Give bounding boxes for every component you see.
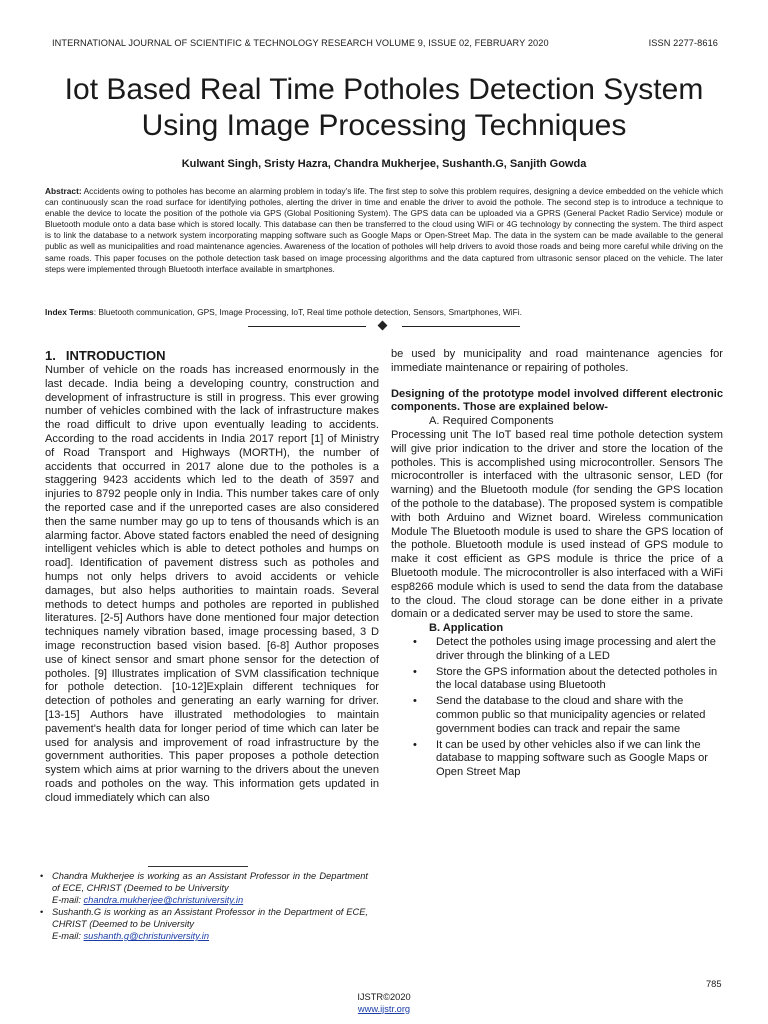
bullet-icon: • (40, 871, 44, 881)
application-list (391, 636, 723, 780)
bullet-icon: • (40, 907, 44, 917)
introduction-continuation: be used by municipality and road maintenance agencies for immediate maintenance or repairing of potholes. (391, 348, 723, 374)
left-column (45, 348, 379, 806)
footnote-item: • Chandra Mukherjee is working as an Assistant Professor in the Department of ECE, CHRIST (Deemed to be University E-mail: chandra.mukherjee@christuniversity.in (40, 871, 368, 905)
paper-title-line-1: Iot Based Real Time Potholes Detection System (64, 73, 704, 106)
introduction-text: Number of vehicle on the roads has increased enormously in the last decade. India being a developing country, construction and development of infrastructure is still in progress. This ever growing number of vehicles combined with the lack of infrastructure makes the road difficult to drive upon eventually leading to accidents. According to the road accidents in India 2017 report [1] of Ministry of Road Transport and Highways (MORTH), the number of accidents that occurred in 2017 alone due to the potholes is a staggering 9423 accidents which led to the death of 3597 and injuries to 8792 people only in India. This number takes care of only the reported case and if the unreported cases are also considered then the same number may go up to tens of thousands which is an alarming factor. Above stated factors enabled the need of designing intelligent vehicles which is able to detect potholes and humps on road]. Identification of pavement distress such as potholes and humps not only helps drivers to avoid accidents or vehicle damages, but also helps authorities to maintain roads. Several methods to detect humps and potholes are reported in published literatures. [2-5] Authors have done mentioned four major detection techniques namely vibration based, image processing based, 3 D image reconstruction based vision based. [6-8] Author proposes use of kinect sensor and smart phone sensor for the detection of potholes. [9] Illustrates implication of SVM classification technique for pothole detection. [10-12]Explain different techniques for detection of potholes and generating an early warning for driver. [13-15] Authors have illustrated methodologies to maintain pavement's health data for longer period of time which can later be used for analysis and improvement of road infrastructure by the government authorities. This paper proposes a pothole detection system which aims at prior warning to the drivers about the uneven roads and potholes on the way. This information gets updated in cloud immediately which can also (45, 364, 379, 804)
list-item: • Detect the potholes using image processing and alert the driver through the blinking of a LED (413, 635, 716, 662)
abstract (45, 186, 723, 275)
required-components-text: Processing unit The IoT based real time pothole detection system will give prior indication to the driver and store the location of the potholes. This is accomplished using microcontroller. Sensors The microcontroller is interfaced with the ultrasonic sensor, LED (for warning) and the Bluetooth module (for sending the GPS location of the pothole to the database). The proposed system is compatible with both Arduino and Wiznet board. Wireless communication Module The Bluetooth module is used to share the GPS location of the pothole. Bluetooth module is used instead of GPS module to make it cost efficient as GPS module is thrice the price of a Bluetooth module. The microcontroller is also interfaced with a WiFi esp8266 module which is used to send the data from the database to the cloud. The cloud storage can be done either in a private domain or a dedicated server may be used to store the same. (391, 428, 723, 621)
right-column (391, 348, 723, 782)
diamond-icon (378, 321, 388, 331)
journal-name: INTERNATIONAL JOURNAL OF SCIENTIFIC & TECHNOLOGY RESEARCH VOLUME 9, ISSUE 02, FEBRUARY 2020 (52, 38, 549, 48)
bullet-icon: • (413, 665, 417, 678)
footer-url-link[interactable]: www.ijstr.org (357, 1003, 411, 1014)
subsection-required-components: A. Required Components (429, 415, 554, 428)
abstract-label: Abstract: (45, 186, 82, 196)
page-footer (300, 992, 468, 1015)
footnotes (38, 870, 368, 942)
section-heading-introduction (45, 348, 379, 364)
email-link[interactable]: sushanth.g@christuniversity.in (83, 931, 210, 941)
separator-line-left (248, 326, 366, 327)
bullet-icon: • (413, 738, 417, 751)
list-item: • Send the database to the cloud and share with the common public so that municipality agencies or related government bodies can track and repair the same (413, 695, 706, 735)
section-number: 1. (45, 348, 56, 363)
list-item: • It can be used by other vehicles also if we can link the database to mapping software such as Google Maps or Open Street Map (413, 738, 708, 779)
paper-title-line-2: Using Image Processing Techniques (141, 109, 627, 142)
footer-copyright: IJSTR©2020 (357, 992, 411, 1002)
section-title: INTRODUCTION (65, 348, 166, 363)
issn: ISSN 2277-8616 (648, 38, 718, 48)
index-terms-text: : Bluetooth communication, GPS, Image Processing, IoT, Real time pothole detection, Sensors, Smartphones, WiFi. (93, 307, 522, 317)
footnote-item: • Sushanth.G is working as an Assistant Professor in the Department of ECE, CHRIST (Deemed to be University E-mail: sushanth.g@christuniversity.in (40, 907, 368, 941)
list-item: • Store the GPS information about the detected potholes in the local database using Bluetooth (413, 665, 718, 692)
author-list: Kulwant Singh, Sristy Hazra, Chandra Mukherjee, Sushanth.G, Sanjith Gowda (181, 158, 587, 170)
abstract-text: Accidents owing to potholes has become an alarming problem in today's life. The first step to solve this problem requires, designing a device embedded on the vehicle which can continuously scan the road surface for identifying potholes, alerting the driver in time and enable the driver to avoid the pothole. The second step is to introduce a technique to enable the device to locate the position of the pothole via GPS (Global Positioning System). The GPS data can be uploaded via a GPRS (General Packet Radio Service) module or Bluetooth module onto a data base which is stored locally. This database can then be transferred to the cloud using WiFi or 4G technology by connecting the system. The third aspect is to link the database to a network system incorporating mapping software such as Google Maps or Open-Street Map. The data in the system can be made available to the general public as well as municipalities and road maintenance agencies. Awareness of the location of potholes will help drivers to avoid those roads and being more careful while driving on the same roads. This paper focuses on the pothole detection task based on image processing algorithms and the data captured from ultrasonic sensor placed on the vehicle. The later steps were implemented through Bluetooth interface available in smartphones. (45, 186, 723, 274)
index-terms (45, 307, 723, 317)
footnote-rule (148, 866, 248, 867)
section-separator (248, 320, 520, 332)
separator-line-right (402, 326, 520, 327)
paper-title (30, 72, 738, 144)
page-number: 785 (706, 979, 722, 989)
subsection-application: B. Application (429, 622, 504, 635)
design-intro-bold: Designing of the prototype model involved different electronic components. Those are explained below- (391, 387, 723, 414)
index-terms-label: Index Terms (45, 307, 94, 317)
bullet-icon: • (413, 635, 417, 648)
bullet-icon: • (413, 695, 417, 708)
email-link[interactable]: chandra.mukherjee@christuniversity.in (83, 895, 244, 905)
